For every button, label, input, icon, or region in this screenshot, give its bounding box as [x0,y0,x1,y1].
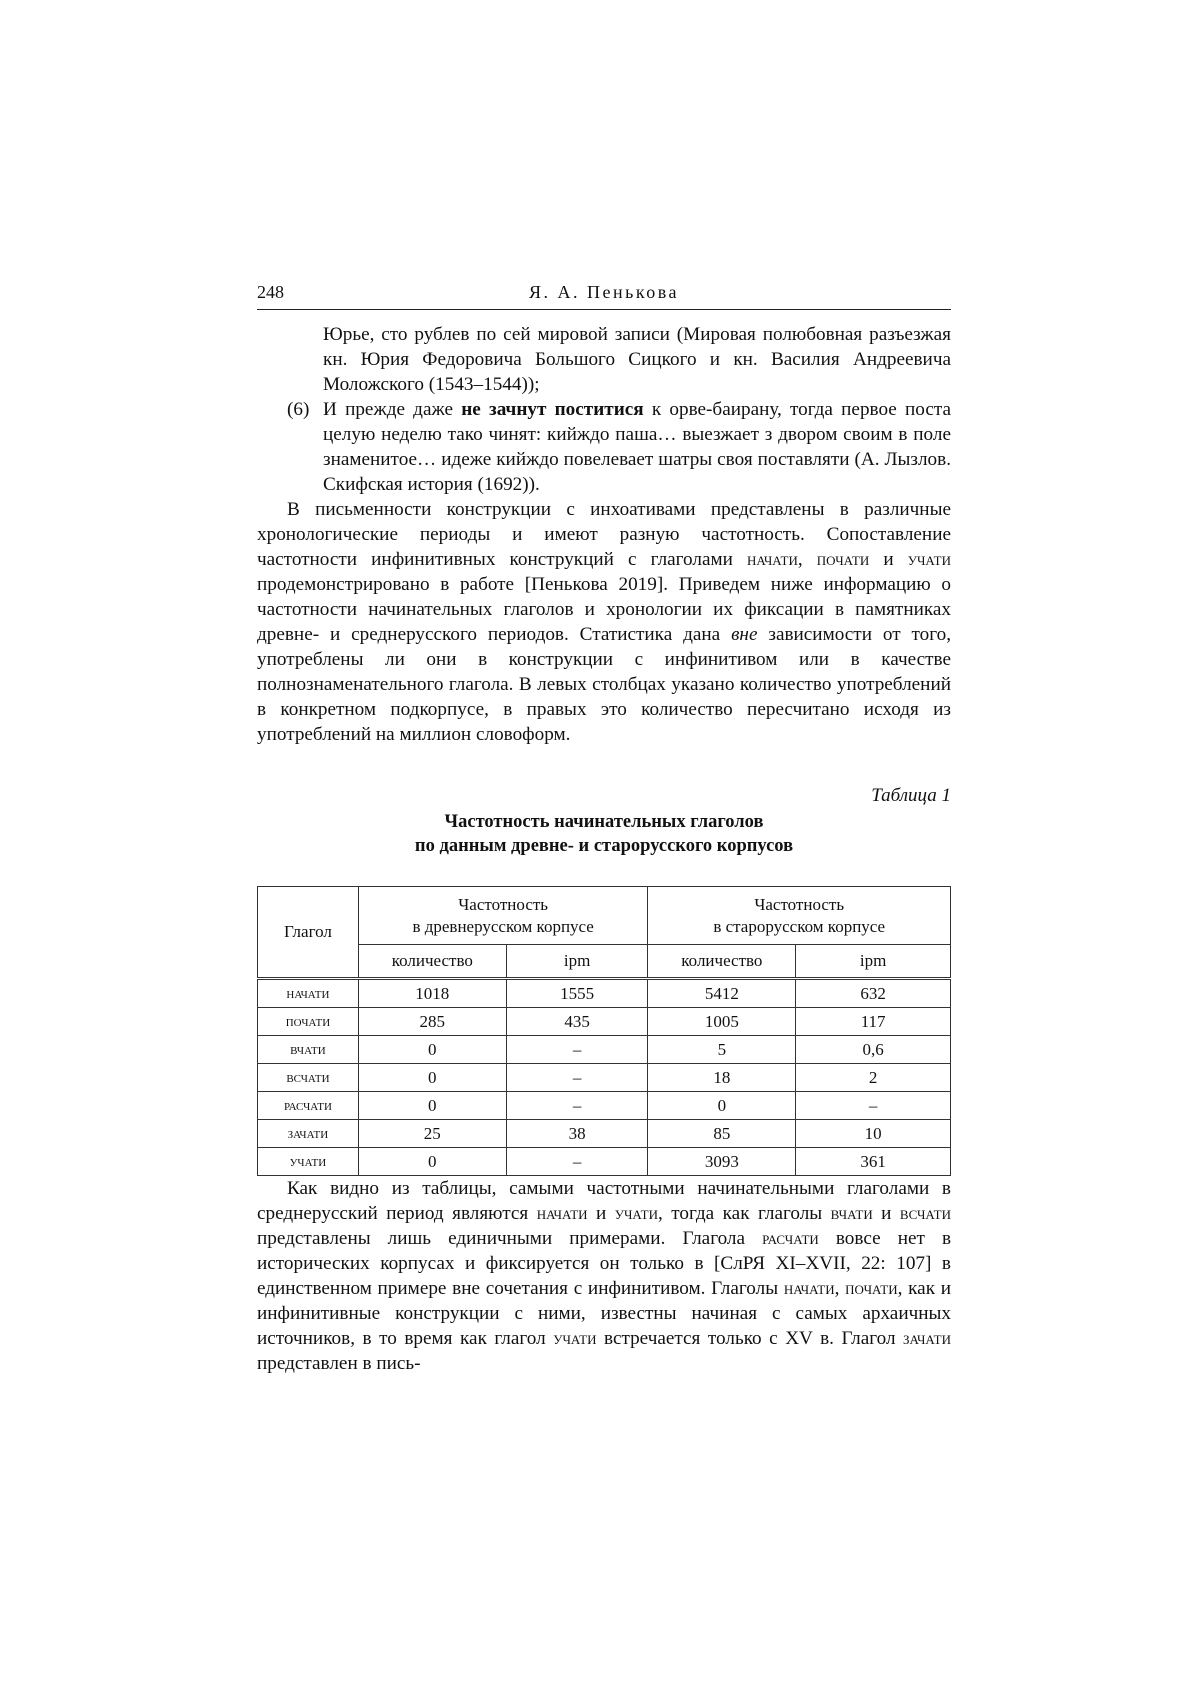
column-group-middle-russian [648,887,951,945]
para2-text: Как видно из таблицы, самыми частотными начинательными глаголами в среднерусский период являются [257,1178,951,1224]
old-count-cell: 0 [358,1064,506,1092]
old-count-cell: 25 [358,1120,506,1148]
old-count-cell: 285 [358,1008,506,1036]
example-6 [257,397,951,497]
old-count-cell: 0 [358,1148,506,1176]
mid-ipm-cell: 361 [796,1148,951,1176]
verb-term: вчати [830,1203,873,1224]
para1-text: , [797,549,817,570]
mid-count-cell: 3093 [648,1148,796,1176]
old-ipm-cell: – [506,1036,648,1064]
para1-text: продемонстрировано в работе [Пенькова 2019]. Приведем ниже информацию о частотности начинательных глаголов и хронологии их фиксации в памятниках древне- и среднерусского периодов. Статистика дана [257,574,951,645]
table-row [258,1064,951,1092]
para2-text: представлены лишь единичными примерами. Глагола [257,1228,763,1249]
verb-cell: учати [258,1148,359,1176]
mid-ipm-cell: 10 [796,1120,951,1148]
para2-text: встречается только с XV в. Глагол [596,1328,904,1349]
old-ipm-cell: – [506,1092,648,1120]
verb-term: учати [614,1203,658,1224]
page [257,282,951,1376]
verb-term: расчати [762,1228,819,1249]
mid-count-cell: 5 [648,1036,796,1064]
mid-count-cell: 0 [648,1092,796,1120]
column-header-verb: Глагол [258,887,359,979]
table-row [258,1120,951,1148]
group-header-line: Частотность [754,894,845,914]
group-header-line: в древнерусском корпусе [412,916,594,936]
column-header-count: количество [648,945,796,979]
column-header-ipm: ipm [796,945,951,979]
table-body [258,979,951,1176]
para1-text: В письменности конструкции с инхоативами представлены в различные хронологические периоды и имеют разную частотность. Сопоставление частотности инфинитивных конструкций с глаголами [257,499,951,570]
old-count-cell: 1018 [358,979,506,1008]
para2-text: и [587,1203,615,1224]
table-title-line-1: Частотность начинательных глаголов [444,812,764,832]
mid-ipm-cell: 0,6 [796,1036,951,1064]
mid-count-cell: 5412 [648,979,796,1008]
column-group-old-russian [358,887,648,945]
para2-text: вовсе нет в исторических корпусах и фиксируется он только в [СлРЯ XI–XVII, 22: 107] в единственном примере вне сочетания с инфинитивом. Глаголы [257,1228,952,1299]
verb-term: начати [783,1278,835,1299]
para1-text: и [869,549,908,570]
verb-term: начати [536,1203,588,1224]
example-6-text-2: к орве-баирану, тогда первое поста целую неделю тако чинят: кийждо паша… выезжает з двором своим в поле знаменитое… идеже кийждо повелевает шатры своя поставляти (А. Лызлов. Скифская история (1692)). [323,399,952,495]
old-ipm-cell: 435 [506,1008,648,1036]
paragraph-2 [257,1176,951,1376]
example-5-continuation [257,322,951,397]
example-6-number: (6) [287,399,310,420]
para1-text: зависимости от того, употреблены ли они в конструкции с инфинитивом или в качестве полнознаменательного глагола. В левых столбцах указано количество употреблений в конкретном подкорпусе, в правых это количество пересчитано исходя из употреблений на миллион словоформ. [257,624,951,745]
verb-term: почати [845,1278,898,1299]
old-ipm-cell: 1555 [506,979,648,1008]
verb-term: начати [747,549,798,570]
column-header-ipm: ipm [506,945,648,979]
verb-cell: зачати [258,1120,359,1148]
article-body [257,322,951,1376]
para2-text: , тогда как глаголы [657,1203,831,1224]
old-ipm-cell: – [506,1148,648,1176]
para2-text: , [834,1278,846,1299]
verb-term: всчати [899,1203,951,1224]
old-ipm-cell: – [506,1064,648,1092]
example-5-text: Юрье, сто рублев по сей мировой записи (Мировая полюбовная разъезжая кн. Юрия Федоровича Большого Сицкого и кн. Василия Андреевича Моложского (1543–1544)); [323,324,951,395]
frequency-table [257,886,951,1176]
column-header-count: количество [358,945,506,979]
mid-count-cell: 85 [648,1120,796,1148]
running-author: Я. А. Пенькова [529,282,679,302]
running-header [257,282,951,310]
verb-term: учати [907,549,952,570]
verb-term: учати [553,1328,597,1349]
verb-term: зачати [903,1328,951,1349]
example-6-bold: не зачнут поститися [461,399,644,420]
verb-cell: всчати [258,1064,359,1092]
para2-text: и [872,1203,900,1224]
para2-text: , как и инфинитивные конструкции с ними, известны начиная с самых архаичных источников, в то время как глагол [257,1278,951,1349]
verb-cell: вчати [258,1036,359,1064]
group-header-line: в старорусском корпусе [713,916,886,936]
table-caption: Таблица 1 [871,785,951,806]
old-count-cell: 0 [358,1092,506,1120]
old-count-cell: 0 [358,1036,506,1064]
example-6-text-1: И прежде даже [323,399,462,420]
mid-ipm-cell: 117 [796,1008,951,1036]
group-header-line: Частотность [458,894,549,914]
table-row [258,1008,951,1036]
table-row [258,1036,951,1064]
mid-ipm-cell: 2 [796,1064,951,1092]
mid-count-cell: 18 [648,1064,796,1092]
verb-cell: почати [258,1008,359,1036]
verb-cell: расчати [258,1092,359,1120]
verb-term: почати [816,549,870,570]
mid-ipm-cell: 632 [796,979,951,1008]
para2-text: представлен в пись- [257,1353,421,1374]
verb-cell: начати [258,979,359,1008]
table-row [258,1148,951,1176]
table-row [258,979,951,1008]
old-ipm-cell: 38 [506,1120,648,1148]
mid-ipm-cell: – [796,1092,951,1120]
emphasis: вне [731,624,758,645]
mid-count-cell: 1005 [648,1008,796,1036]
paragraph-1 [257,497,951,747]
page-number: 248 [257,282,284,302]
table-row [258,1092,951,1120]
table-title [257,810,951,858]
table-title-line-2: по данным древне- и старорусского корпусов [414,836,794,856]
